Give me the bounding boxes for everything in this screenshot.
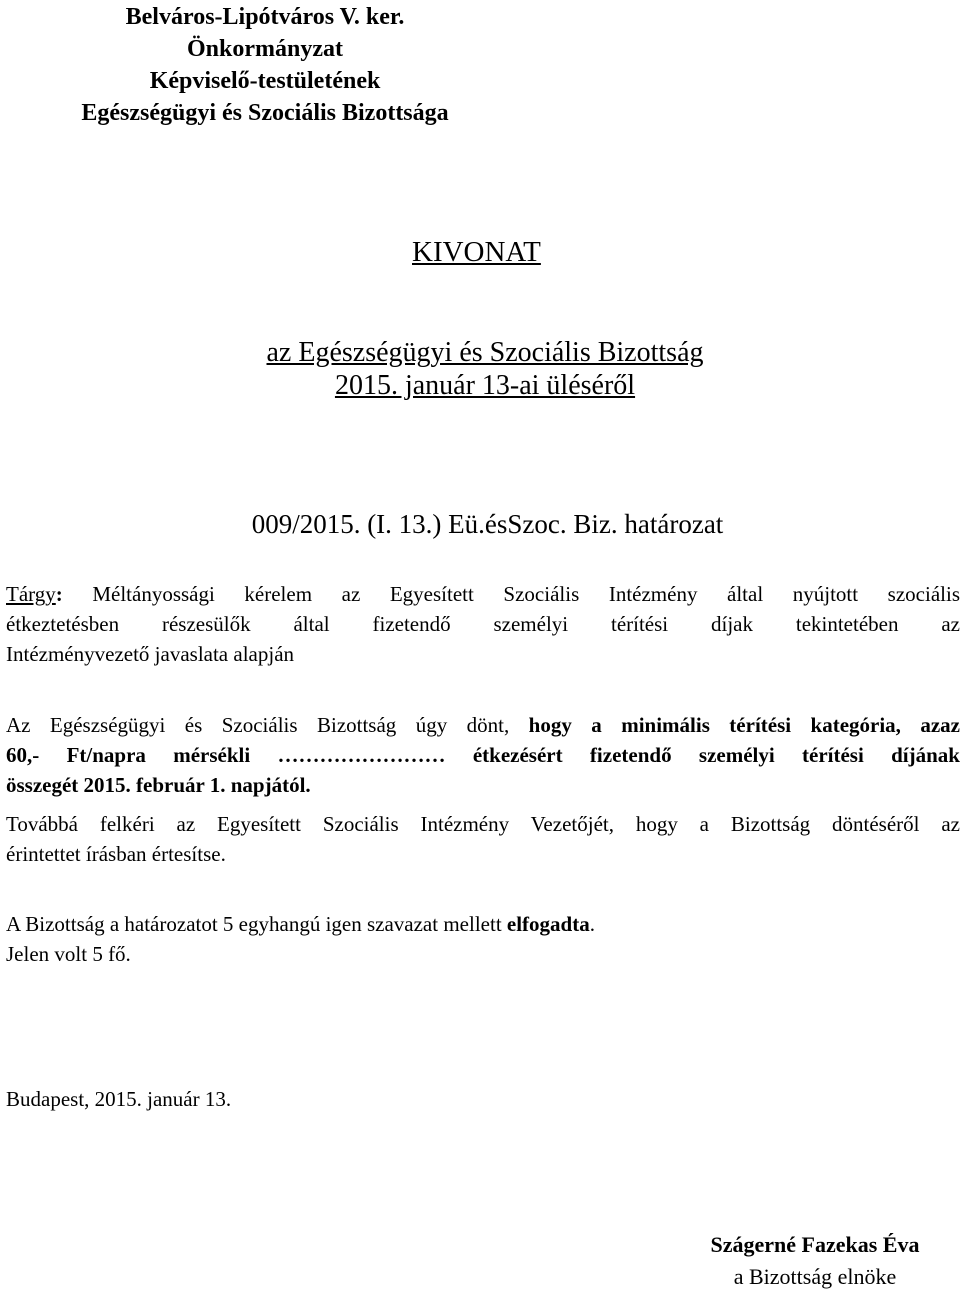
subject-line-3: Intézményvezető javaslata alapján — [6, 642, 295, 666]
vote-line-1 — [6, 909, 960, 939]
vote-text-bold: elfogadta — [506, 912, 590, 936]
decision-paragraph — [6, 710, 960, 800]
org-line-1: Belváros-Lipótváros V. ker. — [125, 4, 405, 30]
place-date — [6, 1084, 960, 1114]
meeting-line-1: az Egészségügyi és Szociális Bizottság — [266, 337, 704, 368]
org-line-3: Képviselő-testületének — [149, 68, 381, 94]
place-date-text: Budapest, 2015. január 13. — [6, 1087, 232, 1111]
vote-text-plain: A Bizottság a határozatot 5 egyhangú igen szavazat mellett — [6, 912, 507, 936]
signature-block — [690, 1229, 940, 1293]
org-line-4: Egészségügyi és Szociális Bizottsága — [81, 100, 449, 126]
request-line-2: érintettet írásban értesítse. — [6, 842, 226, 866]
decision-text-bold-1: hogy a minimális térítési kategória, azaz — [528, 713, 960, 737]
subject-line-2: étkeztetésben részesülők által fizetendő személyi térítési díjak tekintetében az — [6, 612, 960, 636]
vote-paragraph — [6, 909, 960, 969]
org-line-2: Önkormányzat — [187, 36, 343, 62]
resolution-number: 009/2015. (I. 13.) Eü.ésSzoc. Biz. határozat — [251, 509, 724, 539]
signatory-role: a Bizottság elnöke — [733, 1264, 897, 1289]
subject-colon: : — [55, 582, 63, 606]
decision-line-2: 60,- Ft/napra mérsékli …………………… étkezésért fizetendő személyi térítési díjának — [6, 743, 960, 767]
document-title: KIVONAT — [412, 236, 541, 268]
decision-line-3: összegét 2015. február 1. napjától. — [6, 773, 311, 797]
organization-header — [0, 1, 530, 129]
subject-line-1 — [6, 579, 960, 609]
signatory-name: Szágerné Fazekas Éva — [710, 1232, 920, 1257]
subject-paragraph — [6, 579, 960, 669]
request-line-1: Továbbá felkéri az Egyesített Szociális Intézmény Vezetőjét, hogy a Bizottság döntéséről az — [6, 812, 960, 836]
vote-text-end: . — [589, 912, 595, 936]
meeting-line-2: 2015. január 13-ai üléséről — [334, 370, 636, 401]
request-paragraph — [6, 809, 960, 869]
decision-text-plain: Az Egészségügyi és Szociális Bizottság úgy dönt, — [6, 713, 529, 737]
subject-label: Tárgy — [6, 582, 56, 606]
meeting-heading — [225, 336, 745, 402]
decision-line-1 — [6, 710, 960, 740]
vote-line-2: Jelen volt 5 fő. — [6, 942, 131, 966]
subject-text-1: Méltányossági kérelem az Egyesített Szociális Intézmény által nyújtott szociális — [62, 582, 960, 606]
